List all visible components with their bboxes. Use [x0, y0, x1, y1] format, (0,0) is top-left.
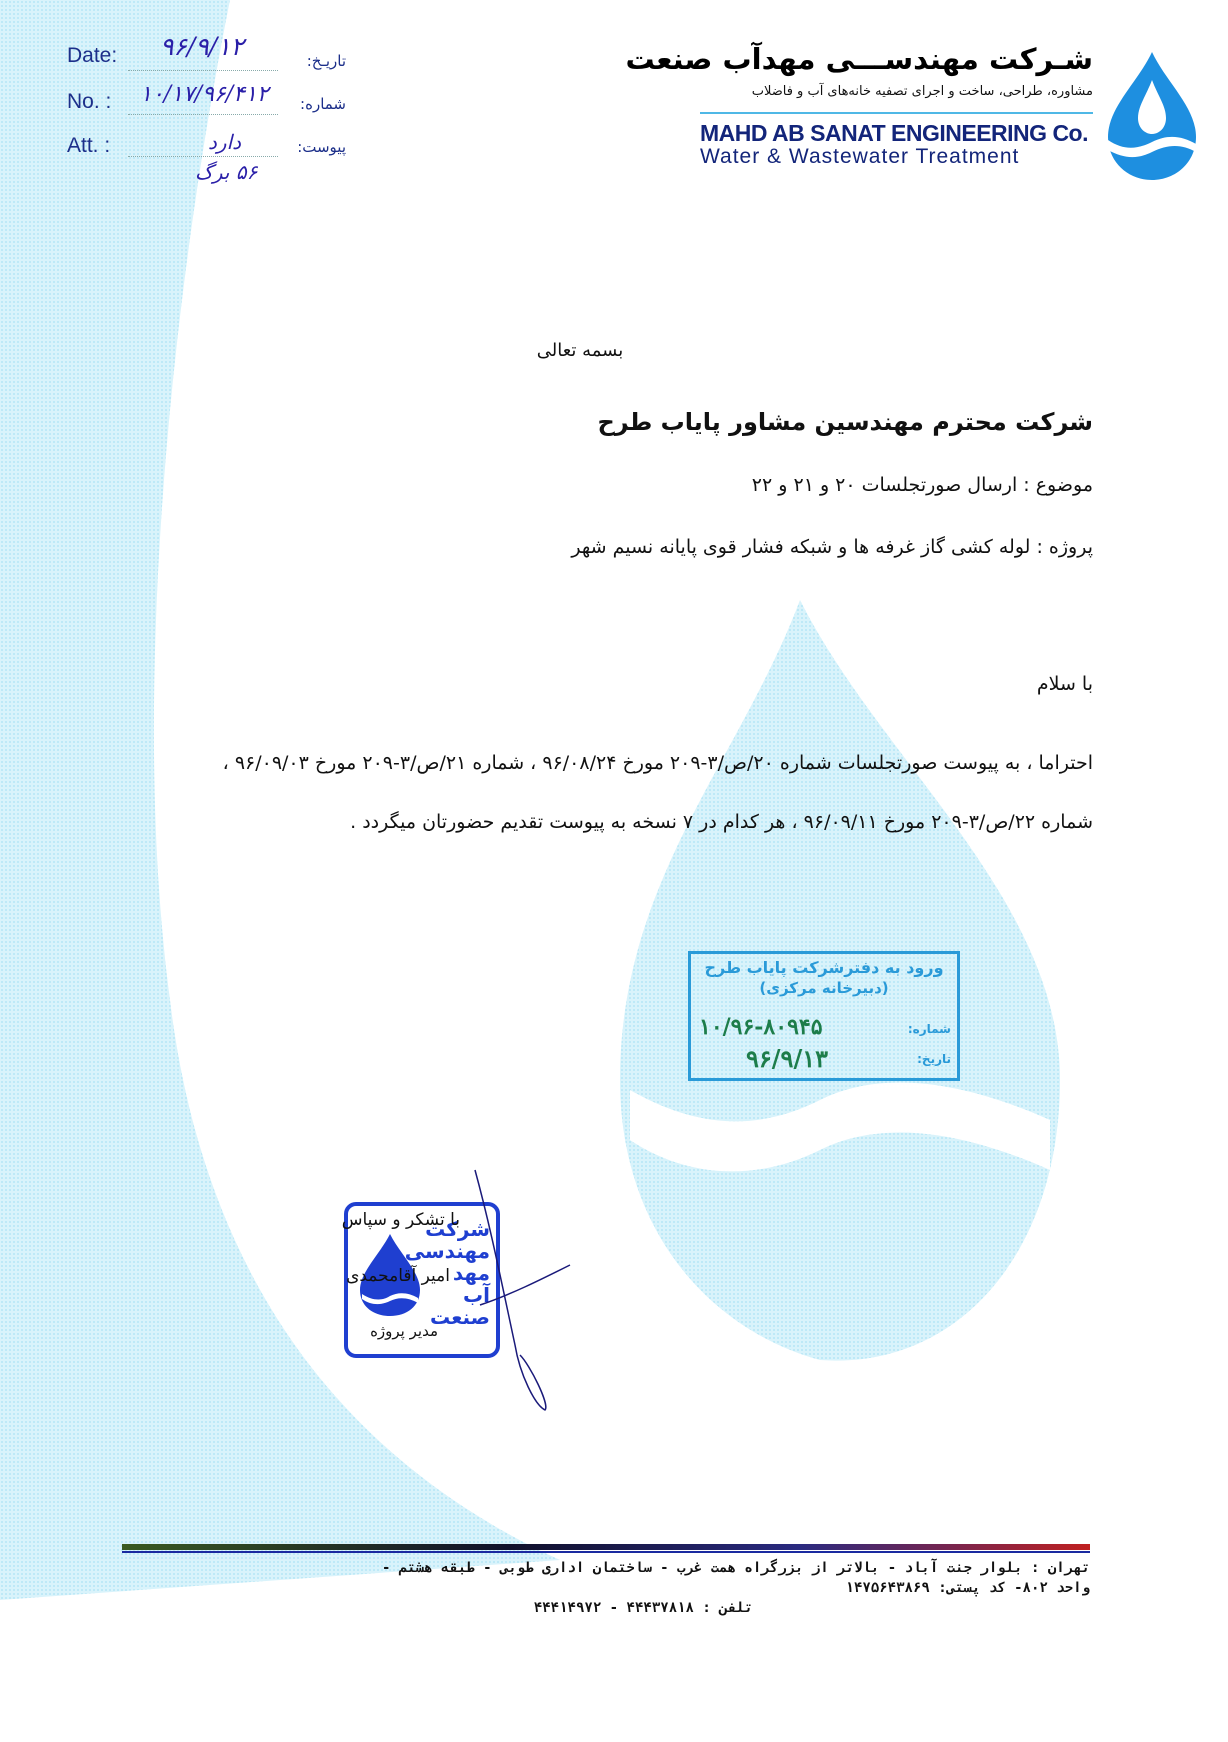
- receipt-number-label: شماره:: [907, 1022, 951, 1036]
- footer-address-line-1: تهران : بلوار جنت آباد - بالاتر از بزرگراه همت غرب - ساختمان اداری طوبی - طبقه هشتم -: [381, 1560, 1090, 1576]
- receipt-stamp: [688, 951, 960, 1081]
- attachment-label-fa: پیوست:: [297, 138, 346, 156]
- signer-name: امیر آقامحمدی: [346, 1266, 450, 1286]
- date-label-fa: تاریـخ:: [306, 52, 346, 70]
- seal-text: شرکت مهندسی مهد آب صنعت: [404, 1217, 490, 1329]
- paragraph-line-2: شماره ۲۲/ص/۳-۲۰۹ مورخ ۹۶/۰۹/۱۱ ، هر کدام در ۷ نسخه به پیوست تقدیم حضورتان میگردد .: [350, 811, 1093, 833]
- footer-phone: تلفن : ۴۴۴۳۷۸۱۸ - ۴۴۴۱۴۹۷۲: [533, 1600, 753, 1616]
- invocation: بسمه تعالی: [536, 340, 624, 361]
- company-tagline-fa: مشاوره، طراحی، ساخت و اجرای تصفیه خانه‌های آب و فاضلاب: [751, 84, 1093, 99]
- attachment-label-en: Att. :: [67, 134, 111, 157]
- date-value: ۹۶/۹/۱۲: [160, 32, 244, 61]
- number-label-fa: شماره:: [300, 95, 346, 113]
- number-value: ۱۰/۱۷/۹۶/۴۱۲: [140, 82, 269, 107]
- company-name-fa: شـرکت مهندســـی مهدآب صنعت: [625, 42, 1093, 76]
- paragraph-line-1: احتراما ، به پیوست صورتجلسات شماره ۲۰/ص/۳-۲۰۹ مورخ ۹۶/۰۸/۲۴ ، شماره ۲۱/ص/۳-۲۰۹ مورخ ۹۶/۰۹/۰۳ ،: [222, 752, 1093, 774]
- company-drop-logo: [1108, 52, 1196, 180]
- receipt-stamp-title: ورود به دفترشرکت پایاب طرح: [704, 958, 944, 977]
- header-divider: [700, 112, 1093, 114]
- greeting: با سلام: [1036, 673, 1093, 695]
- handwritten-signature: [460, 1165, 580, 1415]
- number-label-en: No. :: [67, 90, 112, 113]
- receipt-date-value: ۹۶/۹/۱۳: [746, 1044, 828, 1073]
- footer-bar: [122, 1544, 1090, 1550]
- attachment-note: ۵۶ برگ: [195, 160, 258, 184]
- closing: با تشکر و سپاس: [341, 1210, 460, 1230]
- signer-title: مدیر پروژه: [370, 1322, 438, 1340]
- company-tagline-en: Water & Wastewater Treatment: [700, 145, 1020, 168]
- subject: موضوع : ارسال صورتجلسات ۲۰ و ۲۱ و ۲۲: [751, 474, 1093, 496]
- receipt-stamp-subtitle: (دبیرخانه مرکزی): [759, 979, 889, 997]
- project: پروژه : لوله کشی گاز غرفه ها و شبکه فشار قوی پایانه نسیم شهر: [571, 536, 1093, 558]
- company-name-en: MAHD AB SANAT ENGINEERING Co.: [700, 120, 1088, 146]
- receipt-date-label: تاریخ:: [917, 1052, 951, 1066]
- receipt-number-value: ۱۰/۹۶-۸۰۹۴۵: [699, 1014, 823, 1040]
- recipient: شرکت محترم مهندسین مشاور پایاب طرح: [597, 408, 1093, 436]
- attachment-value: دارد: [208, 130, 242, 154]
- date-label-en: Date:: [67, 44, 118, 67]
- footer-address-line-2: واحد ۸۰۲- کد پستی: ۱۴۷۵۶۴۳۸۶۹: [845, 1580, 1090, 1596]
